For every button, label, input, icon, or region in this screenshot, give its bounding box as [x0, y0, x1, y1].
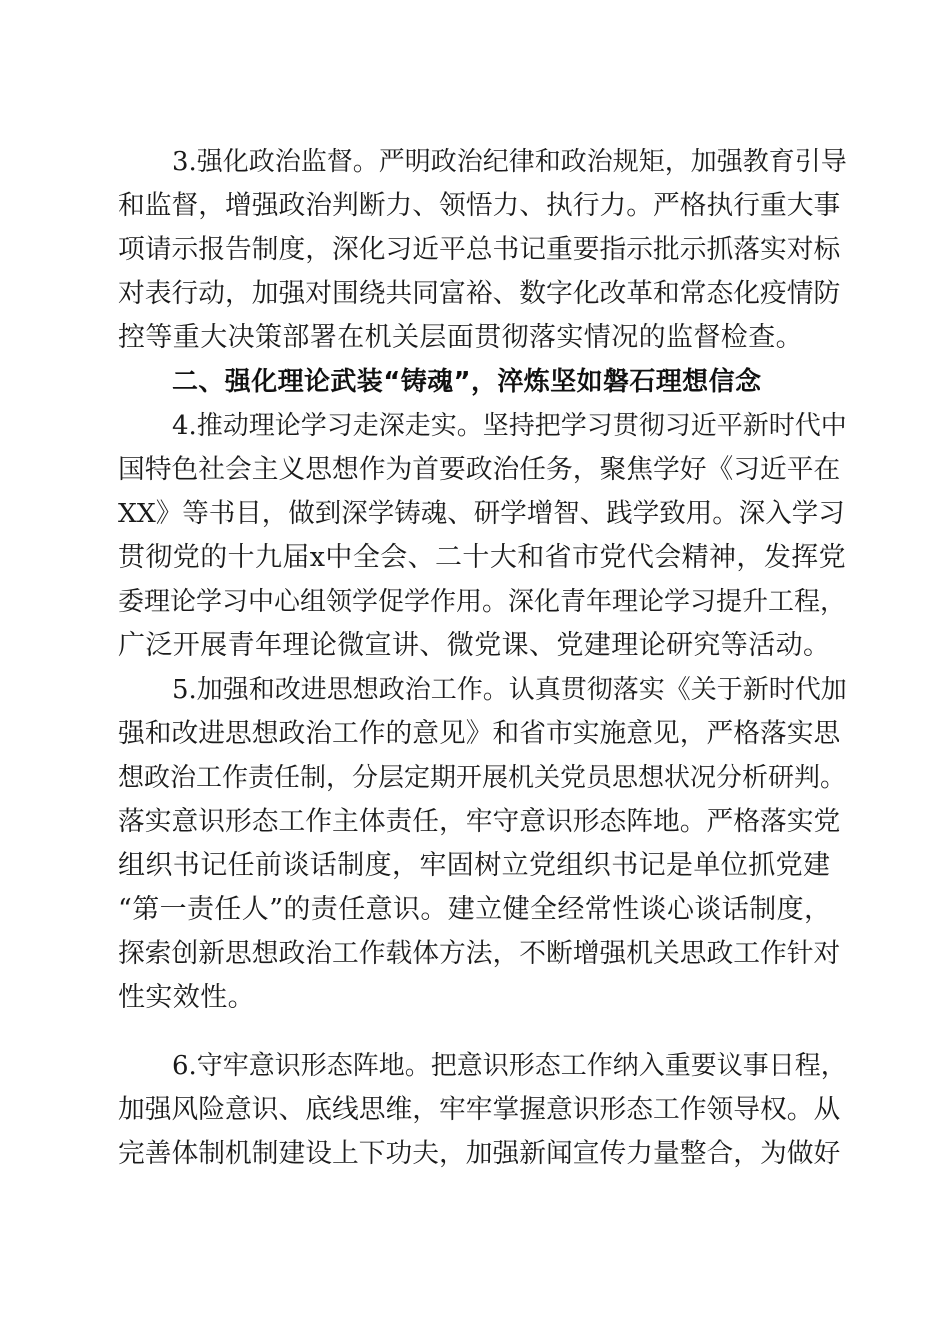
paragraph-3-line-3: 项请示报告制度，深化习近平总书记重要指示批示抓落实对标: [118, 234, 841, 265]
paragraph-4-line-2: 国特色社会主义思想作为首要政治任务，聚焦学好《习近平在: [118, 454, 841, 485]
paragraph-3-line-2: 和监督，增强政治判断力、领悟力、执行力。严格执行重大事: [118, 190, 841, 221]
paragraph-5-line-2: 强和改进思想政治工作的意见》和省市实施意见，严格落实思: [118, 718, 841, 749]
paragraph-3-line-1: 3.强化政治监督。严明政治纪律和政治规矩，加强教育引导: [172, 147, 847, 177]
paragraph-3-line-5: 控等重大决策部署在机关层面贯彻落实情况的监督检查。: [118, 322, 803, 353]
paragraph-6-line-2: 加强风险意识、底线思维，牢牢掌握意识形态工作领导权。从: [118, 1094, 841, 1125]
paragraph-4-line-3: XX》等书目，做到深学铸魂、研学增智、践学致用。深入学习: [118, 498, 845, 529]
paragraph-4-line-4: 贯彻党的十九届x中全会、二十大和省市党代会精神，发挥党: [118, 542, 847, 573]
paragraph-5-line-8: 性实效性。: [118, 982, 255, 1013]
paragraph-3-line-4: 对表行动，加强对围绕共同富裕、数字化改革和常态化疫情防: [118, 278, 841, 309]
paragraph-5-line-6: “第一责任人”的责任意识。建立健全经常性谈心谈话制度，: [118, 894, 832, 925]
paragraph-4-line-6: 广泛开展青年理论微宣讲、微党课、党建理论研究等活动。: [118, 630, 831, 661]
paragraph-5-line-1: 5.加强和改进思想政治工作。认真贯彻落实《关于新时代加: [172, 675, 847, 705]
paragraph-5-line-7: 探索创新思想政治工作载体方法，不断增强机关思政工作针对: [118, 938, 841, 969]
paragraph-4-line-1: 4.推动理论学习走深走实。坚持把学习贯彻习近平新时代中: [172, 411, 847, 441]
paragraph-5-line-4: 落实意识形态工作主体责任，牢守意识形态阵地。严格落实党: [118, 806, 841, 837]
paragraph-6-line-1: 6.守牢意识形态阵地。把意识形态工作纳入重要议事日程，: [172, 1051, 847, 1081]
section-heading: 二、强化理论武装“铸魂”，淬炼坚如磐石理想信念: [172, 367, 762, 397]
paragraph-6-line-3: 完善体制机制建设上下功夫，加强新闻宣传力量整合，为做好: [118, 1138, 841, 1169]
paragraph-5-line-5: 组织书记任前谈话制度，牢固树立党组织书记是单位抓党建: [118, 850, 831, 881]
paragraph-5-line-3: 想政治工作责任制，分层定期开展机关党员思想状况分析研判。: [118, 763, 847, 793]
paragraph-4-line-5: 委理论学习中心组领学促学作用。深化青年理论学习提升工程，: [118, 587, 847, 617]
